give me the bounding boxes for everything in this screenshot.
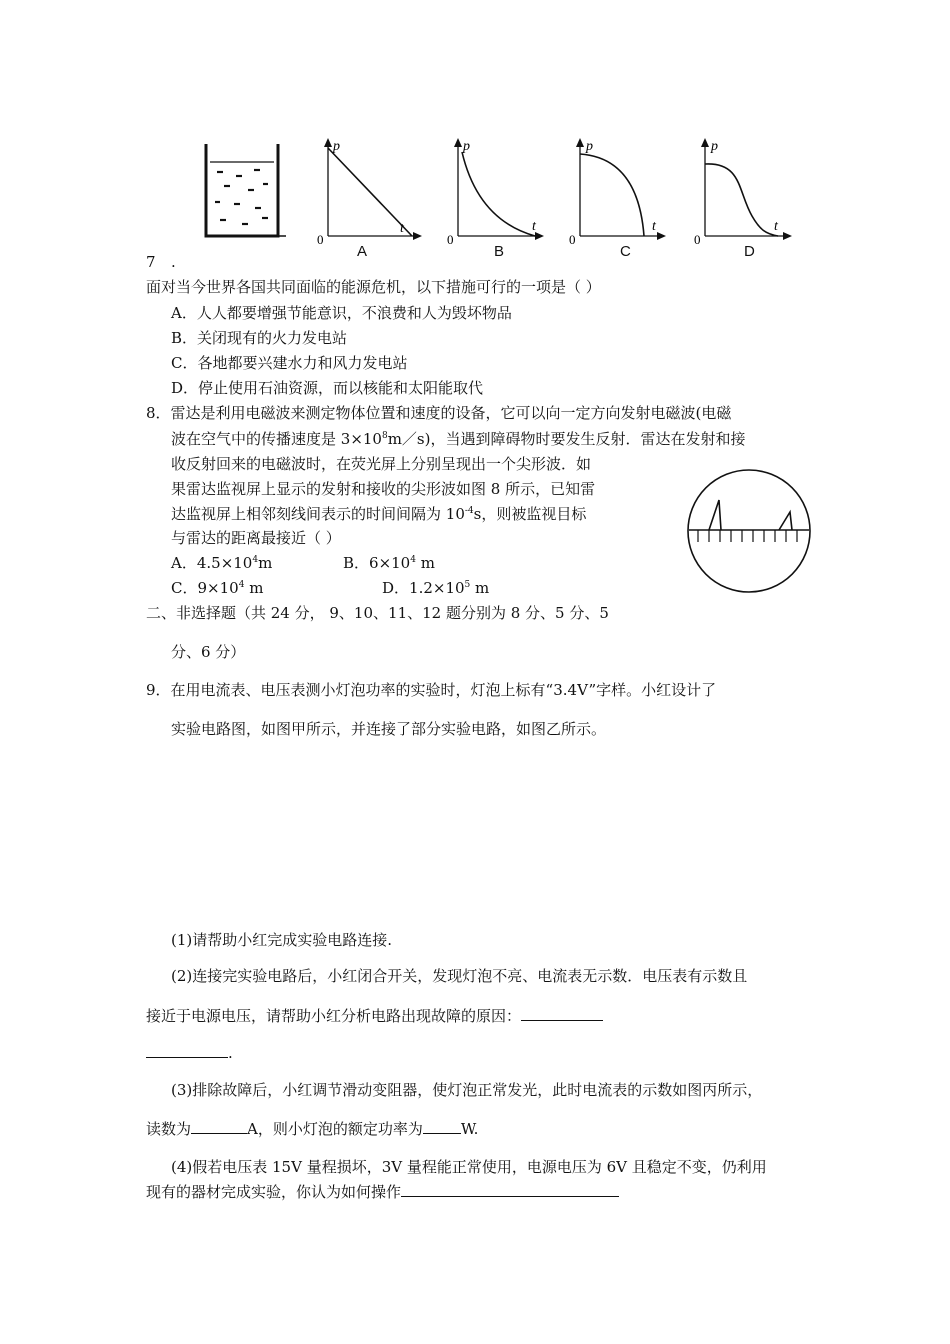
graph-d xyxy=(694,138,792,247)
q8-option-d: D．$1.2\times 10^5$ m xyxy=(382,579,490,597)
q8-line-1: 8．雷达是利用电磁波来测定物体位置和速度的设备，它可以向一定方向发射电磁波(电磁 xyxy=(146,404,732,422)
graph-b-option-label: B xyxy=(494,243,505,260)
q9-part-4-line-1: (4)假若电压表 15V 量程损坏，3V 量程能正常使用，电源电压为 6V 且稳定不变，仍利用 xyxy=(171,1158,767,1176)
q7-option-a: A．人人都要增强节能意识，不浪费和人为毁坏物品 xyxy=(171,304,512,322)
q9-part-3-line-1: (3)排除故障后，小红调节滑动变阻器，使灯泡正常发光，此时电流表的示数如图丙所示， xyxy=(171,1081,763,1099)
graph-b-t-label: t xyxy=(532,219,536,234)
graph-d-origin: 0 xyxy=(694,232,701,247)
radar-screen-figure xyxy=(684,466,814,596)
q9-part-2-line-2: 接近于电源电压，请帮助小红分析电路出现故障的原因： xyxy=(146,1006,603,1026)
q7-number: 7 xyxy=(146,253,156,271)
q7-option-c: C．各地都要兴建水力和风力发电站 xyxy=(171,354,408,372)
q9-part-2-line-1: (2)连接完实验电路后，小红闭合开关，发现灯泡不亮、电流表无示数．电压表有示数且 xyxy=(171,967,748,985)
graph-d-p-label: p xyxy=(711,139,718,154)
section-2-heading: 二、非选择题（共 24 分， 9、10、11、12 题分别为 8 分、5 分、5 xyxy=(146,604,609,622)
graph-c-t-label: t xyxy=(652,219,656,234)
graph-a xyxy=(317,138,422,247)
graph-a-origin: 0 xyxy=(317,232,324,247)
graph-c-origin: 0 xyxy=(569,232,576,247)
q8-line-4: 果雷达监视屏上显示的发射和接收的尖形波如图 8 所示，已知雷 xyxy=(171,480,596,498)
q9-line-2: 实验电路图，如图甲所示，并连接了部分实验电路，如图乙所示。 xyxy=(171,720,607,738)
graph-a-option-label: A xyxy=(357,243,368,260)
section-2-heading-cont: 分、6 分） xyxy=(171,643,246,661)
q7-option-b: B．关闭现有的火力发电站 xyxy=(171,329,348,347)
q9-part-1: (1)请帮助小红完成实验电路连接. xyxy=(171,931,393,949)
q9-line-1: 9．在用电流表、电压表测小灯泡功率的实验时，灯泡上标有“3.4V”字样。小红设计了 xyxy=(146,681,717,699)
q8-option-b: B．$6\times 10^4$ m xyxy=(343,554,435,572)
graph-c-p-label: p xyxy=(586,139,593,154)
q7-option-d: D．停止使用石油资源，而以核能和太阳能取代 xyxy=(171,379,484,397)
q8-line-3: 收反射回来的电磁波时，在荧光屏上分别呈现出一个尖形波．如 xyxy=(171,455,592,473)
graph-a-t-label: t xyxy=(400,221,404,236)
q8-option-a: A．$4.5\times 10^4m$ xyxy=(171,554,273,572)
q7-number-dot: . xyxy=(171,253,176,271)
q8-line-5: 达监视屏上相邻刻线间表示的时间间隔为 $10^{-4}s$，则被监视目标 xyxy=(171,505,587,523)
graph-b-p-label: p xyxy=(463,139,470,154)
q9-rated-power-blank[interactable] xyxy=(423,1119,461,1134)
graph-b xyxy=(447,138,544,247)
graph-c xyxy=(569,138,666,247)
q9-part-2-answer-blank-1[interactable] xyxy=(521,1006,603,1021)
q9-part-2-answer-blank-2[interactable] xyxy=(146,1043,228,1058)
q7-stem: 面对当今世界各国共同面临的能源危机，以下措施可行的一项是（ ） xyxy=(146,278,601,296)
q9-part-3-line-2: 读数为 A，则小灯泡的额定功率为 W. xyxy=(146,1120,479,1138)
q9-current-reading-blank[interactable] xyxy=(191,1119,247,1134)
q9-part-4-answer-blank[interactable] xyxy=(401,1182,619,1197)
q8-line-2: 波在空气中的传播速度是 $3\times 10^8m/s$)，当遇到障碍物时要发生反射．雷达在发射和接 xyxy=(171,430,746,448)
container-figure xyxy=(206,144,286,236)
q9-part-2-line-3: . xyxy=(146,1043,233,1063)
q8-option-c: C．$9\times 10^4$ m xyxy=(171,579,264,597)
graph-d-option-label: D xyxy=(744,243,755,260)
q9-part-4-line-2: 现有的器材完成实验，你认为如何操作 xyxy=(146,1182,619,1202)
graph-b-origin: 0 xyxy=(447,232,454,247)
graph-a-p-label: p xyxy=(333,139,340,154)
graph-c-option-label: C xyxy=(620,243,631,260)
q8-line-6: 与雷达的距离最接近（ ） xyxy=(171,529,341,547)
graph-d-t-label: t xyxy=(774,219,778,234)
